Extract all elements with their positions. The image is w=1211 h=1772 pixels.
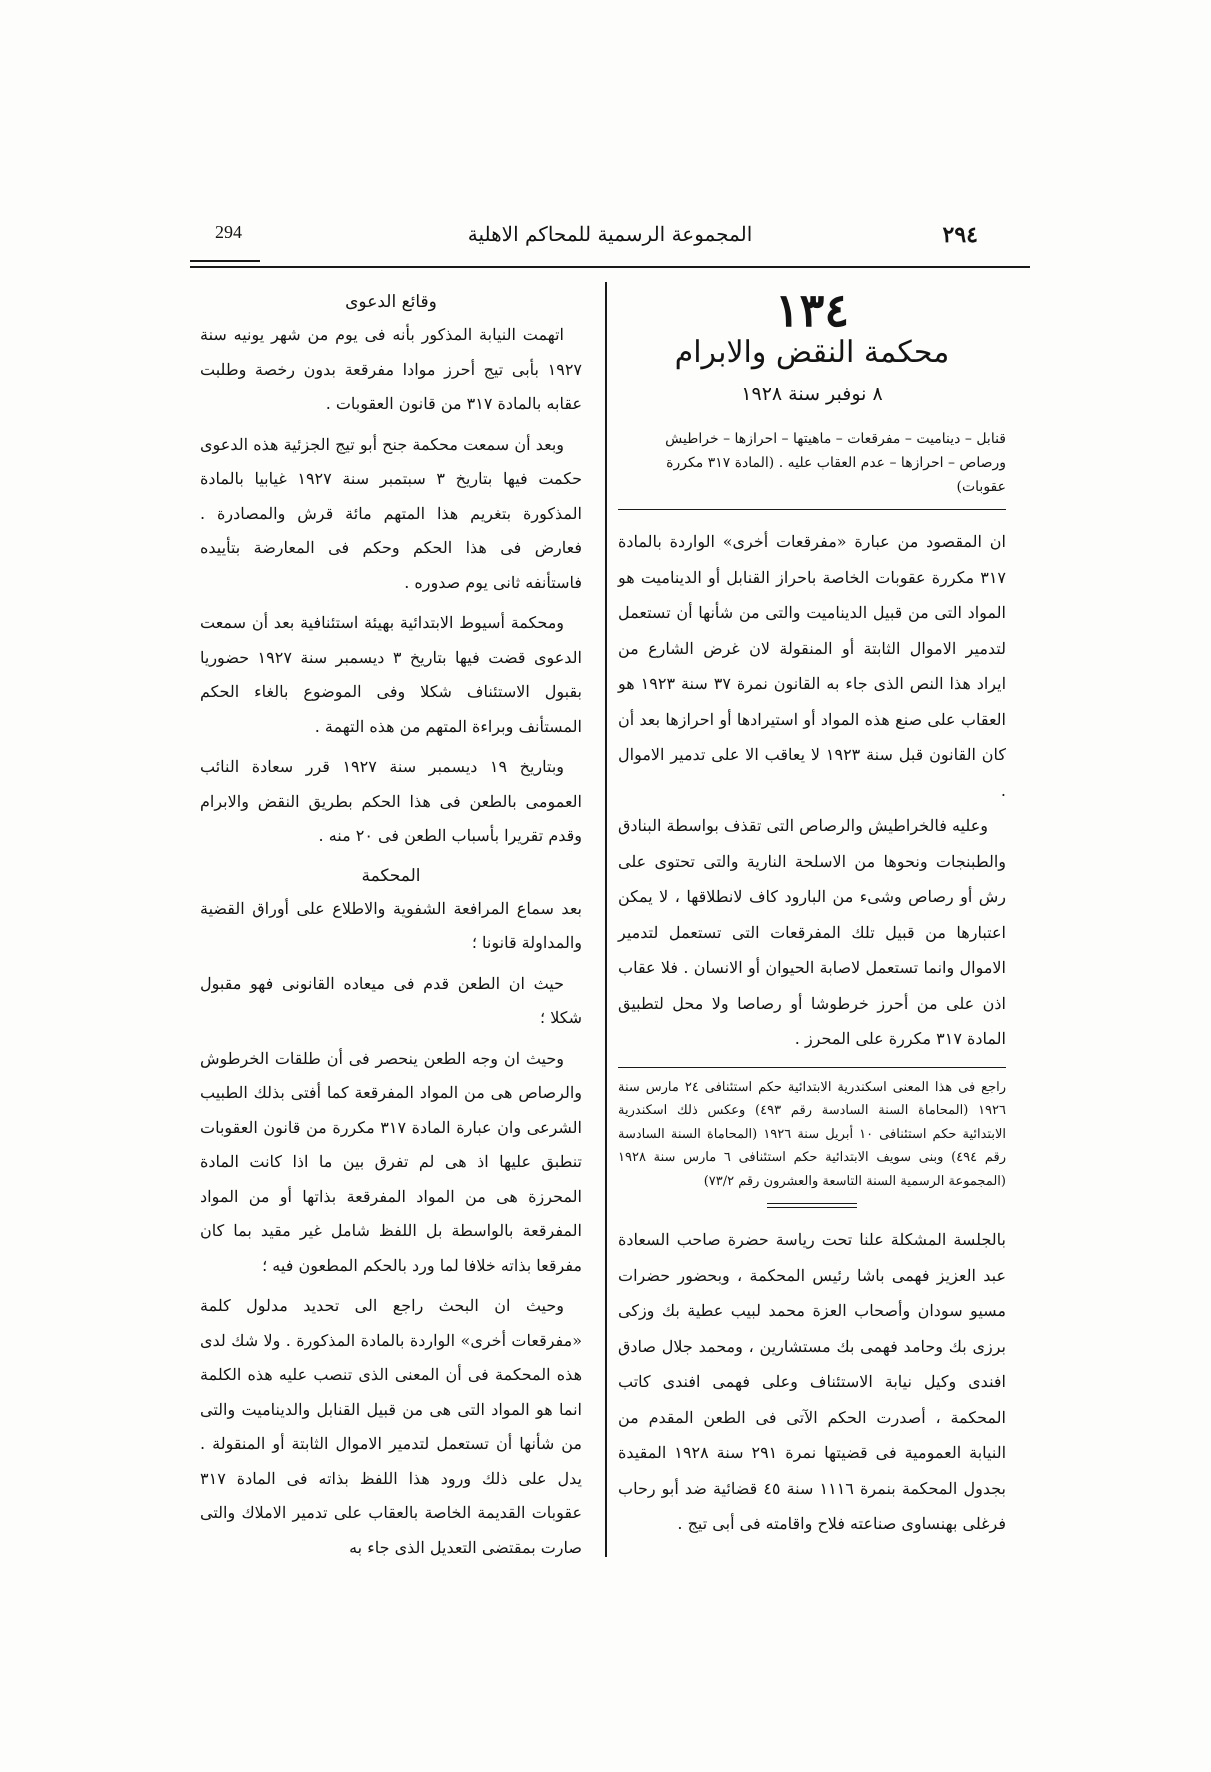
court-paragraph: بعد سماع المرافعة الشفوية والاطلاع على أوراق القضية والمداولة قانونا ؛ [200,898,582,952]
column-divider [605,282,607,1557]
decision-date: ٨ نوفبر سنة ١٩٢٨ [741,383,883,405]
facts-paragraph: وبتاريخ ١٩ ديسمبر سنة ١٩٢٧ قرر سعادة النائب العمومى بالطعن فى هذا الحكم بطريق النقض والابرام وقدم تقريرا بأسباب الطعن فى ٢٠ منه . [200,757,582,845]
running-title: المجموعة الرسمية للمحاكم الاهلية [467,222,753,246]
section-separator [767,1203,857,1208]
header-rule-accent [190,260,260,262]
header-rule [190,266,1030,268]
facts-paragraph: وبعد أن سمعت محكمة جنح أبو تيج الجزئية هذه الدعوى حكمت فيها بتاريخ ٣ سبتمبر سنة ١٩٢٧ غيابيا بالمادة المذكورة بتغريم هذا المتهم مائة قرش والمصادرة . فعارض فى هذا الحكم وحكم فى المعارضة بتأييده فاستأنفه ثانى يوم صدوره . [200,434,583,592]
footnote: راجع فى هذا المعنى اسكندرية الابتدائية حكم استئنافى ٢٤ مارس سنة ١٩٢٦ (المحاماة السنة السادسة رقم ٤٩٣) وعكس ذلك اسكندرية الابتدائية حكم استئنافى ١٠ أبريل سنة ١٩٢٦ (المحاماة السنة السادسة رقم ٤٩٤) وبنى سويف الابتدائية حكم استئنافى ٦ مارس سنة ١٩٢٨ (المجموعة الرسمية السنة التاسعة والعشرون رقم ٧٣/٢) [618,1079,1006,1189]
page-number-latin: 294 [215,222,242,242]
facts-paragraph: اتهمت النيابة المذكور بأنه فى يوم من شهر يونيه سنة ١٩٢٧ بأبى تيج أحرز موادا مفرقعة بدون رخصة وطلبت عقابه بالمادة ٣١٧ من قانون العقوبات . [200,325,582,413]
principle-paragraph: ان المقصود من عبارة «مفرقعات أخرى» الواردة بالمادة ٣١٧ مكررة عقوبات الخاصة باحراز القنابل أو الديناميت هو المواد التى من قبيل الديناميت والتى من شأنها أن تستعمل لتدمير الاموال الثابتة أو المنقولة لان غرض الشارع من ايراد هذا النص الذى جاء به القانون نمرة ٣٧ سنة ١٩٢٣ هو العقاب على صنع هذه المواد أو استيرادها أو احرازها بعد أن كان القانون قبل سنة ١٩٢٣ لا يعاقب الا على تدمير الاموال . [618,532,1007,800]
facts-heading: وقائع الدعوى [345,292,437,312]
case-number: ١٣٤ [774,283,850,337]
court-paragraph: وحيث ان البحث راجع الى تحديد مدلول كلمة «مفرقعات أخرى» الواردة بالمادة المذكورة . ولا شك لدى هذه المحكمة فى أن المعنى الذى تنصب عليه هذه الكلمة انما هو المواد التى هى من قبيل القنابل والديناميت والتى من شأنها أن تستعمل لتدمير الاموال الثابتة أو المنقولة . يدل على ذلك ورود هذا اللفظ بذاته فى المادة ٣١٧ عقوبات القديمة الخاصة بالعقاب على تدمير الاملاك والتى صارت بمقتضى التعديل الذى جاء به [200,1296,582,1557]
court-paragraph: وحيث ان وجه الطعن ينحصر فى أن طلقات الخرطوش والرصاص هى من المواد المفرقعة كما أفتى بذلك الطبيب الشرعى وان عبارة المادة ٣١٧ مكررة من قانون العقوبات تنطبق عليها اذ هى لم تفرق بين ما اذا كانت المادة المحرزة هى من المواد المفرقعة بذاتها أو من المواد المفرقعة بالواسطة بل اللفظ شامل غير مقيد بما كان مفرقعا بذاته خلافا لما ورد بالحكم المطعون فيه ؛ [200,1048,582,1275]
page-number-arabic: ٢٩٤ [942,222,978,248]
keywords: قنابل – ديناميت – مفرقعات – ماهيتها – احرازها – خراطيش ورصاص – احرازها – عدم العقاب عليه . (المادة ٣١٧ مكررة عقوبات) [665,431,1006,495]
keywords-rule [618,509,1006,510]
left-column [200,286,582,1571]
court-heading: المحكمة [361,865,421,886]
court-paragraph: حيث ان الطعن قدم فى ميعاده القانونى فهو مقبول شكلا ؛ [200,973,582,1027]
right-column [618,285,1006,1542]
principle-paragraph: وعليه فالخراطيش والرصاص التى تقذف بواسطة البنادق والطبنجات ونحوها من الاسلحة النارية والتى تحتوى على رش أو رصاص وشىء من البارود كاف لانطلاقها ، لا يمكن اعتبارها من قبيل تلك المفرقعات التى تستعمل لتدمير الاموال وانما تستعمل لاصابة الحيوان أو الانسان . فلا عقاب اذن على من أحرز خرطوشا أو رصاصا ولا محل لتطبيق المادة ٣١٧ مكررة على المحرز . [618,816,1007,1048]
court-name: محكمة النقض والابرام [674,335,950,370]
session-paragraph: بالجلسة المشكلة علنا تحت رياسة حضرة صاحب السعادة عبد العزيز فهمى باشا رئيس المحكمة ، وبحضور حضرات مسيو سودان وأصحاب العزة محمد لبيب عطية بك وزكى برزى بك وحامد فهمى بك مستشارين ، ومحمد جلال صادق افندى وكيل نيابة الاستئناف وعلى فهمى افندى كاتب المحكمة ، أصدرت الحكم الآتى فى الطعن المقدم من النيابة العمومية فى قضيتها نمرة ٢٩١ سنة ١٩٢٨ المقيدة بجدول المحكمة بنمرة ١١١٦ سنة ٤٥ قضائية ضد أبو رحاب فرغلى بهنساوى صناعته فلاح واقامته فى أبى تيج . [618,1230,1007,1533]
footnote-rule [618,1067,1006,1068]
facts-paragraph: ومحكمة أسيوط الابتدائية بهيئة استئنافية بعد أن سمعت الدعوى قضت فيها بتاريخ ٣ ديسمبر سنة ١٩٢٧ حضوريا بقبول الاستئناف شكلا وفى الموضوع بالغاء الحكم المستأنف وبراءة المتهم من هذه التهمة . [200,613,582,736]
